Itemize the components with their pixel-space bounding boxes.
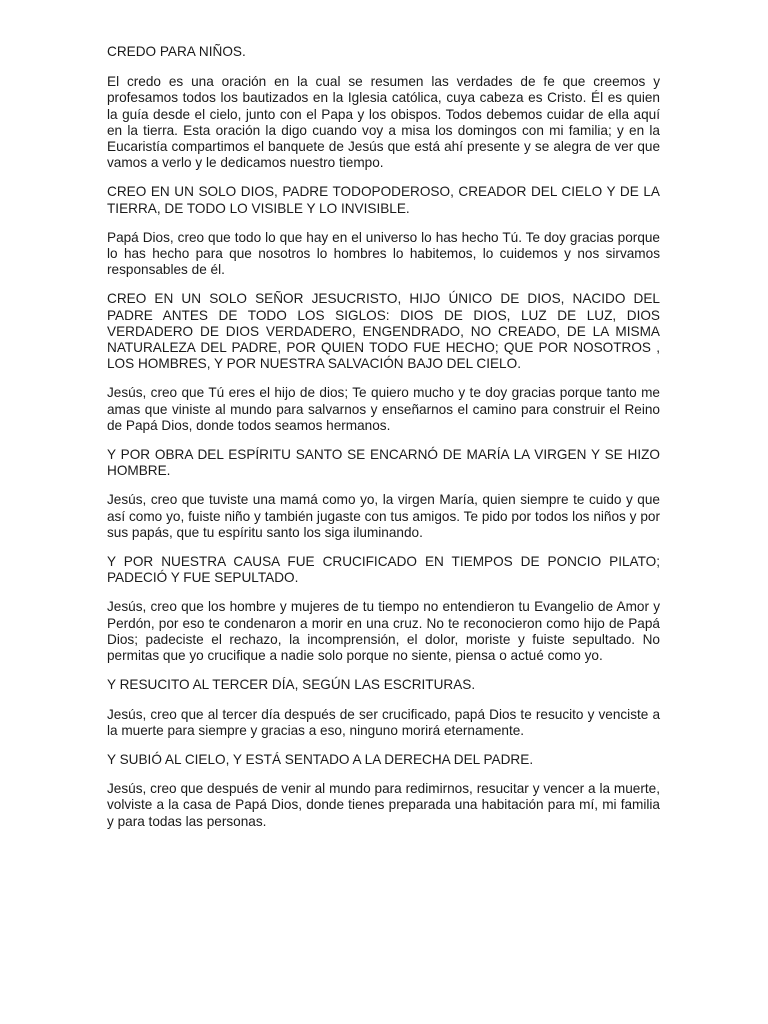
paragraph-reflection-son: Jesús, creo que Tú eres el hijo de dios; Te quiero mucho y te doy gracias porque tanto me amas que viniste al mundo para salvarnos y enseñarnos el camino para construir el Reino de Papá Dios, donde todos seamos hermanos. xyxy=(107,385,660,433)
paragraph-creed-incarnation: Y POR OBRA DEL ESPÍRITU SANTO SE ENCARNÓ DE MARÍA LA VIRGEN Y SE HIZO HOMBRE. xyxy=(107,447,660,479)
paragraph-creed-crucifixion: Y POR NUESTRA CAUSA FUE CRUCIFICADO EN TIEMPOS DE PONCIO PILATO; PADECIÓ Y FUE SEPULTADO. xyxy=(107,554,660,586)
document-page xyxy=(107,44,660,843)
paragraph-reflection-father: Papá Dios, creo que todo lo que hay en el universo lo has hecho Tú. Te doy gracias porque lo has hecho para que nosotros lo hombres lo habitemos, lo cuidemos y nos sirvamos responsables de él. xyxy=(107,229,660,278)
paragraph-intro: El credo es una oración en la cual se resumen las verdades de fe que creemos y profesamos todos los bautizados en la Iglesia católica, cuya cabeza es Cristo. Él es quien la guía desde el cielo, junto con el Papa y los obispos. Todos debemos cuidar de ella aquí en la tierra. Esta oración la digo cuando voy a misa los domingos con mi familia; y en la Eucaristía compartimos el banquete de Jesús que está ahí presente y se alegra de ver que vamos a verlo y le dedicamos nuestro tiempo. xyxy=(107,74,660,171)
paragraph-creed-son: CREO EN UN SOLO SEÑOR JESUCRISTO, HIJO ÚNICO DE DIOS, NACIDO DEL PADRE ANTES DE TODO LOS SIGLOS: DIOS DE DIOS, LUZ DE LUZ, DIOS VERDADERO DE DIOS VERDADERO, ENGENDRADO, NO CREADO, DE LA MISMA NATURALEZA DEL PADRE, POR QUIEN TODO FUE HECHO; QUE POR NOSOTROS , LOS HOMBRES, Y POR NUESTRA SALVACIÓN BAJO DEL CIELO. xyxy=(107,291,660,372)
paragraph-reflection-crucifixion: Jesús, creo que los hombre y mujeres de tu tiempo no entendieron tu Evangelio de Amor y Perdón, por eso te condenaron a morir en una cruz. No te reconocieron como hijo de Papá Dios; padeciste el rechazo, la incomprensión, el dolor, moriste y fuiste sepultado. No permitas que yo crucifique a nadie solo porque no siente, piensa o actué como yo. xyxy=(107,599,660,664)
paragraph-reflection-ascension: Jesús, creo que después de venir al mundo para redimirnos, resucitar y vencer a la muerte, volviste a la casa de Papá Dios, donde tienes preparada una habitación para mí, mi familia y para todas las personas. xyxy=(107,781,660,829)
paragraph-creed-ascension: Y SUBIÓ AL CIELO, Y ESTÁ SENTADO A LA DERECHA DEL PADRE. xyxy=(107,751,534,767)
paragraph-creed-father: CREO EN UN SOLO DIOS, PADRE TODOPODEROSO, CREADOR DEL CIELO Y DE LA TIERRA, DE TODO LO VISIBLE Y LO INVISIBLE. xyxy=(107,184,660,216)
document-title: CREDO PARA NIÑOS. xyxy=(107,44,246,59)
paragraph-reflection-incarnation: Jesús, creo que tuviste una mamá como yo, la virgen María, quien siempre te cuido y que así como yo, fuiste niño y también jugaste con tus amigos. Te pido por todos los niños y por sus papás, que tu espíritu santo los siga iluminando. xyxy=(107,492,660,540)
paragraph-reflection-resurrection: Jesús, creo que al tercer día después de ser crucificado, papá Dios te resucito y venciste a la muerte para siempre y gracias a eso, ninguno morirá eternamente. xyxy=(107,706,660,738)
paragraph-creed-resurrection: Y RESUCITO AL TERCER DÍA, SEGÚN LAS ESCRITURAS. xyxy=(107,677,476,693)
